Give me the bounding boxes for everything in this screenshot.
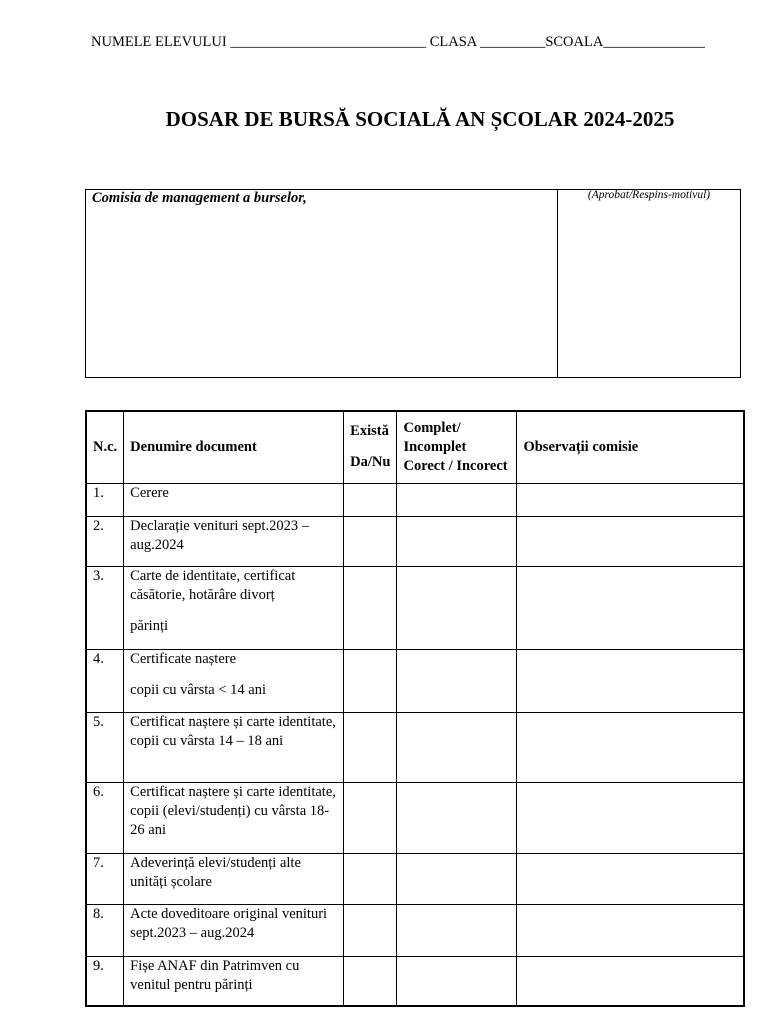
complete-cell-input[interactable] bbox=[397, 782, 517, 853]
commission-label: Comisia de management a burselor, bbox=[92, 190, 307, 206]
table-row bbox=[86, 956, 744, 1006]
header-complete: Complet/ Incomplet Corect / Incorect bbox=[397, 411, 517, 483]
complete-cell-input[interactable] bbox=[397, 566, 517, 649]
header-nc: N.c. bbox=[86, 411, 124, 483]
table-row bbox=[86, 904, 744, 956]
row-number: 2. bbox=[86, 516, 124, 566]
commission-divider bbox=[557, 190, 558, 377]
row-number: 3. bbox=[86, 566, 124, 649]
commission-box bbox=[85, 189, 741, 378]
header-exists bbox=[344, 411, 397, 483]
exists-cell-input[interactable] bbox=[344, 516, 397, 566]
observations-cell-input[interactable] bbox=[517, 483, 744, 516]
document-name: Acte doveditoare original venituri sept.2023 – aug.2024 bbox=[130, 905, 328, 941]
table-row bbox=[86, 853, 744, 904]
header-exists-label: Există bbox=[350, 423, 389, 440]
exists-cell-input[interactable] bbox=[344, 649, 397, 712]
table-row bbox=[86, 516, 744, 566]
exists-cell-input[interactable] bbox=[344, 712, 397, 782]
row-number: 7. bbox=[86, 853, 124, 904]
row-number: 1. bbox=[86, 483, 124, 516]
document-name-cell bbox=[124, 516, 344, 566]
table-row bbox=[86, 712, 744, 782]
document-name: Carte de identitate, certificat căsătorie, hotărâre divorț bbox=[130, 567, 296, 603]
observations-cell-input[interactable] bbox=[517, 782, 744, 853]
document-name-cell bbox=[124, 956, 344, 1006]
document-name: Fișe ANAF din Patrimven cu venitul pentru părinți bbox=[130, 957, 300, 993]
exists-cell-input[interactable] bbox=[344, 956, 397, 1006]
document-name: Cerere bbox=[130, 484, 169, 501]
observations-cell-input[interactable] bbox=[517, 516, 744, 566]
document-name-cell bbox=[124, 649, 344, 712]
observations-cell-input[interactable] bbox=[517, 712, 744, 782]
exists-cell-input[interactable] bbox=[344, 483, 397, 516]
table-row bbox=[86, 782, 744, 853]
student-info-line: NUMELE ELEVULUI ___________________________ CLASA _________SCOALA______________ bbox=[91, 34, 705, 50]
table-row bbox=[86, 566, 744, 649]
document-name-cell bbox=[124, 483, 344, 516]
observations-cell-input[interactable] bbox=[517, 649, 744, 712]
document-title: DOSAR DE BURSĂ SOCIALĂ AN ȘCOLAR 2024-2025 bbox=[165, 107, 675, 131]
document-name: Certificat naștere și carte identitate, copii cu vârsta 14 – 18 ani bbox=[130, 713, 336, 749]
exists-cell-input[interactable] bbox=[344, 566, 397, 649]
row-number: 4. bbox=[86, 649, 124, 712]
complete-cell-input[interactable] bbox=[397, 853, 517, 904]
exists-cell-input[interactable] bbox=[344, 904, 397, 956]
document-name: Adeverință elevi/studenți alte unități școlare bbox=[130, 854, 301, 890]
observations-cell-input[interactable] bbox=[517, 566, 744, 649]
document-name-cell bbox=[124, 712, 344, 782]
document-name-cell bbox=[124, 566, 344, 649]
header-exists-values: Da/Nu bbox=[350, 454, 391, 471]
complete-cell-input[interactable] bbox=[397, 516, 517, 566]
observations-cell-input[interactable] bbox=[517, 904, 744, 956]
observations-cell-input[interactable] bbox=[517, 956, 744, 1006]
header-observations: Observații comisie bbox=[517, 411, 744, 483]
document-name: Certificat naștere și carte identitate, copii (elevi/studenți) cu vârsta 18-26 ani bbox=[130, 783, 336, 838]
row-number: 8. bbox=[86, 904, 124, 956]
table-row bbox=[86, 483, 744, 516]
observations-cell-input[interactable] bbox=[517, 853, 744, 904]
document-name: Certificate naștere bbox=[130, 650, 237, 667]
document-name: copii cu vârsta < 14 ani bbox=[130, 681, 266, 698]
table-row bbox=[86, 649, 744, 712]
row-number: 5. bbox=[86, 712, 124, 782]
document-name: Declarație venituri sept.2023 – aug.2024 bbox=[130, 517, 309, 553]
document-name-cell bbox=[124, 853, 344, 904]
exists-cell-input[interactable] bbox=[344, 853, 397, 904]
complete-cell-input[interactable] bbox=[397, 483, 517, 516]
complete-cell-input[interactable] bbox=[397, 712, 517, 782]
table-header-row bbox=[86, 411, 744, 483]
complete-cell-input[interactable] bbox=[397, 649, 517, 712]
document-name: părinți bbox=[130, 617, 169, 634]
document-name-cell bbox=[124, 782, 344, 853]
commission-status-hint: (Aprobat/Respins-motivul) bbox=[587, 189, 711, 201]
row-number: 9. bbox=[86, 956, 124, 1006]
header-document-name: Denumire document bbox=[124, 411, 344, 483]
complete-cell-input[interactable] bbox=[397, 956, 517, 1006]
exists-cell-input[interactable] bbox=[344, 782, 397, 853]
row-number: 6. bbox=[86, 782, 124, 853]
document-name-cell bbox=[124, 904, 344, 956]
complete-cell-input[interactable] bbox=[397, 904, 517, 956]
documents-table bbox=[85, 410, 745, 1007]
